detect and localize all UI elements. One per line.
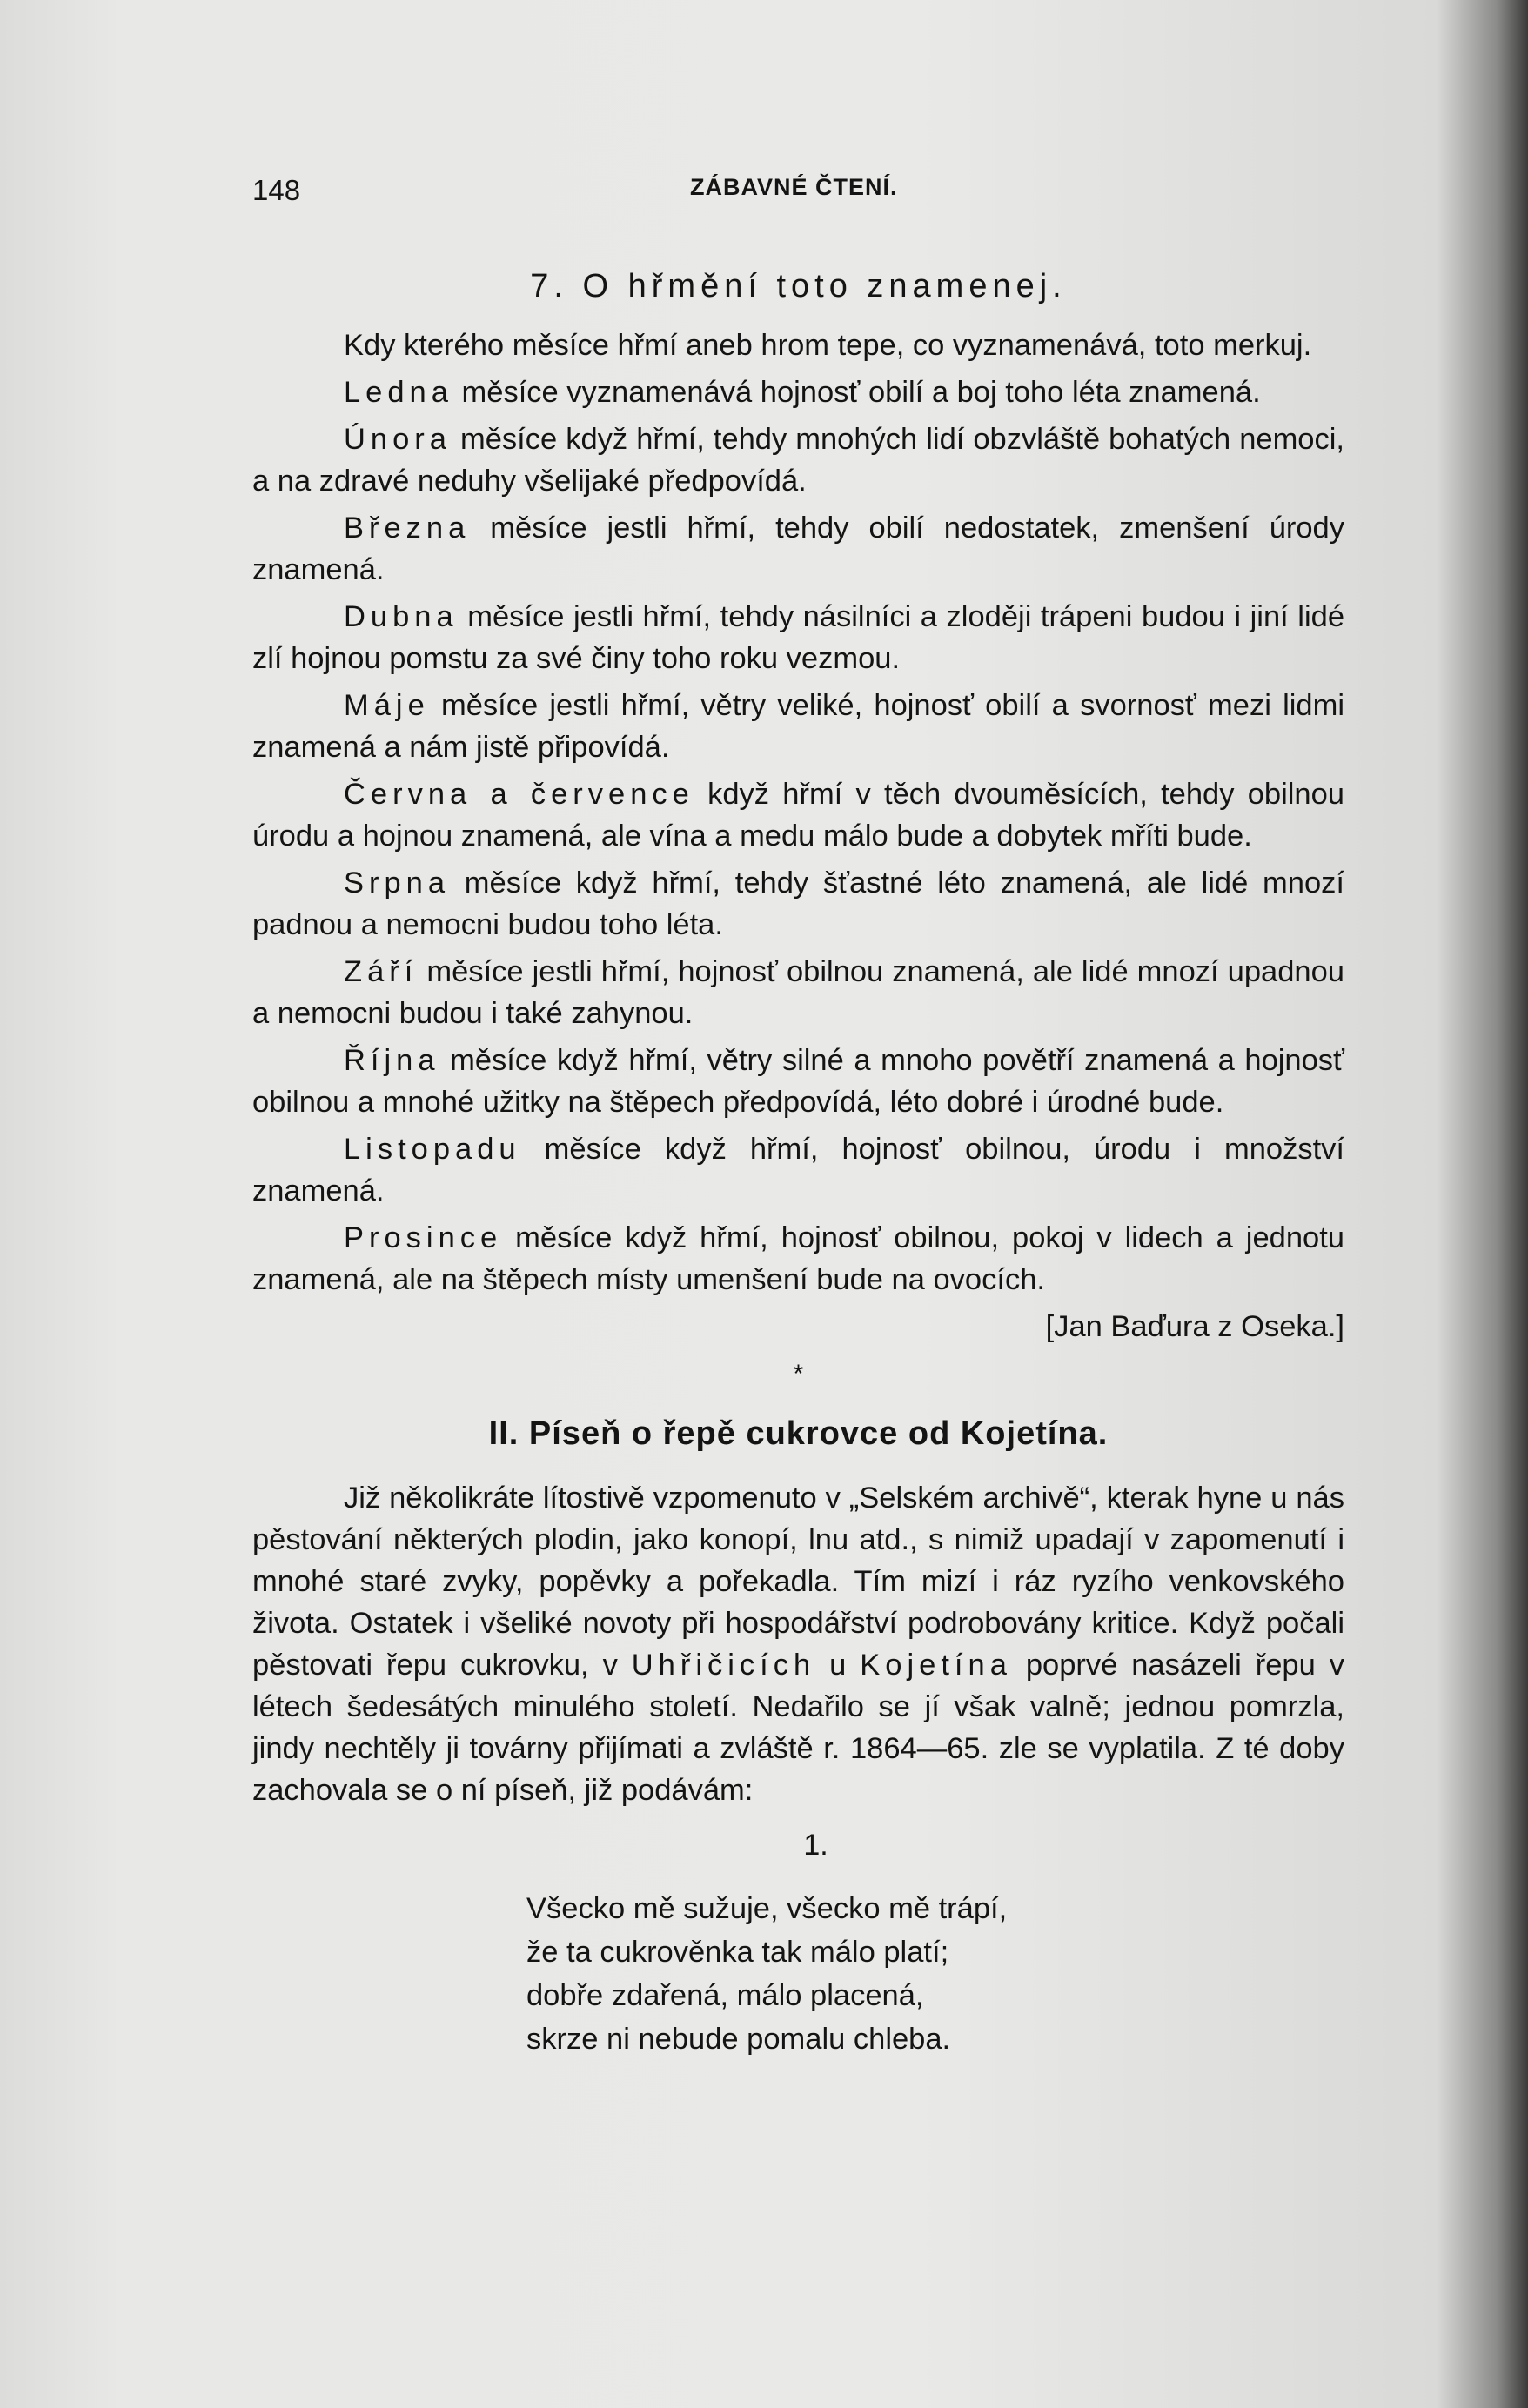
month-paragraph (252, 1217, 1344, 1301)
month-name: Února (344, 423, 452, 456)
month-paragraph (252, 418, 1344, 502)
month-text: měsíce když hřmí, hojnosť obilnou, pokoj v lidech a jednotu znamená, ale na štěpech místy umenšení bude na ovocích. (252, 1221, 1344, 1296)
month-text: měsíce jestli hřmí, hojnosť obilnou znamená, ale lidé mnozí upadnou a nemocni budou i také zahynou. (252, 955, 1344, 1030)
month-name: Března (344, 512, 471, 545)
section-title-song: II. Píseň o řepě cukrovce od Kojetína. (488, 1415, 1109, 1452)
verse-line: skrze ni nebude pomalu chleba. (526, 2023, 951, 2056)
month-text: měsíce jestli hřmí, tehdy násilníci a zloději trápeni budou i jiní lidé zlí hojnou pomstu za své činy toho roku vezmou. (252, 600, 1344, 675)
verse-line: že ta cukrověnka tak málo platí; (526, 1936, 949, 1969)
month-text: měsíce vyznamenává hojnosť obilí a boj toho léta znamená. (452, 376, 1261, 409)
month-name: Června a července (344, 778, 694, 811)
verse-line: dobře zdařená, málo placená, (526, 1979, 924, 2012)
month-text: měsíce když hřmí, hojnosť obilnou, úrodu i množství znamená. (252, 1133, 1344, 1207)
month-paragraph (252, 951, 1344, 1034)
month-text: měsíce jestli hřmí, větry veliké, hojnosť obilí a svornosť mezi lidmi znamená a nám jistě připovídá. (252, 689, 1344, 764)
verse-line: Všecko mě sužuje, všecko mě trápí, (526, 1892, 1008, 1925)
month-name: Ledna (344, 376, 453, 409)
verse-number: 1. (803, 1829, 828, 1862)
song-intro-text: u (815, 1649, 861, 1682)
month-paragraph (252, 773, 1344, 857)
signature-line (252, 1306, 1344, 1348)
month-name: Dubna (344, 600, 459, 633)
song-intro-paragraph (252, 1477, 1344, 1811)
running-head: ZÁBAVNÉ ČTENÍ. (690, 174, 898, 200)
month-name: Října (344, 1044, 440, 1077)
month-name: Listopadu (344, 1133, 521, 1166)
month-paragraph (252, 862, 1344, 946)
month-paragraph (252, 1040, 1344, 1123)
month-text: když hřmí v těch dvouměsících, tehdy obilnou úrodu a hojnou znamená, ale vína a medu málo bude a dobytek mříti bude. (252, 778, 1344, 853)
month-text: měsíce když hřmí, tehdy šťastné léto znamená, ale lidé mnozí padnou a nemocni budou toho léta. (252, 866, 1344, 941)
place-name: Kojetína (860, 1649, 1012, 1682)
author-signature: [Jan Baďura z Oseka.] (1045, 1310, 1344, 1343)
month-name: Máje (344, 689, 430, 722)
month-paragraph (252, 1128, 1344, 1212)
section-title-thunder: 7. O hřmění toto znamenej. (530, 268, 1067, 304)
section-intro: Kdy kterého měsíce hřmí aneb hrom tepe, co vyznamenává, toto merkuj. (344, 329, 1312, 362)
month-paragraph (252, 507, 1344, 591)
song-intro-text: poprvé nasázeli řepu v létech šedesátých minulého století. Nedařilo se jí však valně; jednou pomrzla, jindy nechtěly ji továrny přijímati a zvláště r. 1864—65. zle se vyplatila. Z té doby zachovala se o ní píseň, již podávám: (252, 1649, 1344, 1807)
month-paragraph (252, 371, 1344, 413)
month-name: Prosince (344, 1221, 503, 1254)
page-header (252, 174, 1340, 217)
month-text: měsíce když hřmí, tehdy mnohých lidí obzvláště bohatých nemoci, a na zdravé neduhy všelijaké předpovídá. (252, 423, 1344, 498)
month-name: Září (344, 955, 419, 988)
month-text: měsíce když hřmí, větry silné a mnoho povětří znamená a hojnosť obilnou a mnohé užitky na štěpech předpovídá, léto dobré i úrodné bude. (252, 1044, 1344, 1119)
month-name: Srpna (344, 866, 451, 900)
page-number: 148 (252, 174, 301, 206)
place-name: Uhřičicích (631, 1649, 816, 1682)
verse (526, 1887, 1344, 2061)
month-paragraph (252, 685, 1344, 768)
page-body (252, 261, 1344, 2061)
song-intro-text: Již několikráte lítostivě vzpomenuto v „Selském archivě“, kterak hyne u nás pěstování některých plodin, jako konopí, lnu atd., s nimiž upadají v zapomenutí i mnohé staré zvyky, popěvky a pořekadla. Tím mizí i ráz ryzího venkovského života. Ostatek i všeliké novoty při hospodářství podrobovány kritice. Když počali pěstovati řepu cukrovku, v (252, 1482, 1344, 1682)
month-paragraph (252, 596, 1344, 679)
section-separator: * (793, 1360, 804, 1388)
month-text: měsíce jestli hřmí, tehdy obilí nedostatek, zmenšení úrody znamená. (252, 512, 1344, 586)
